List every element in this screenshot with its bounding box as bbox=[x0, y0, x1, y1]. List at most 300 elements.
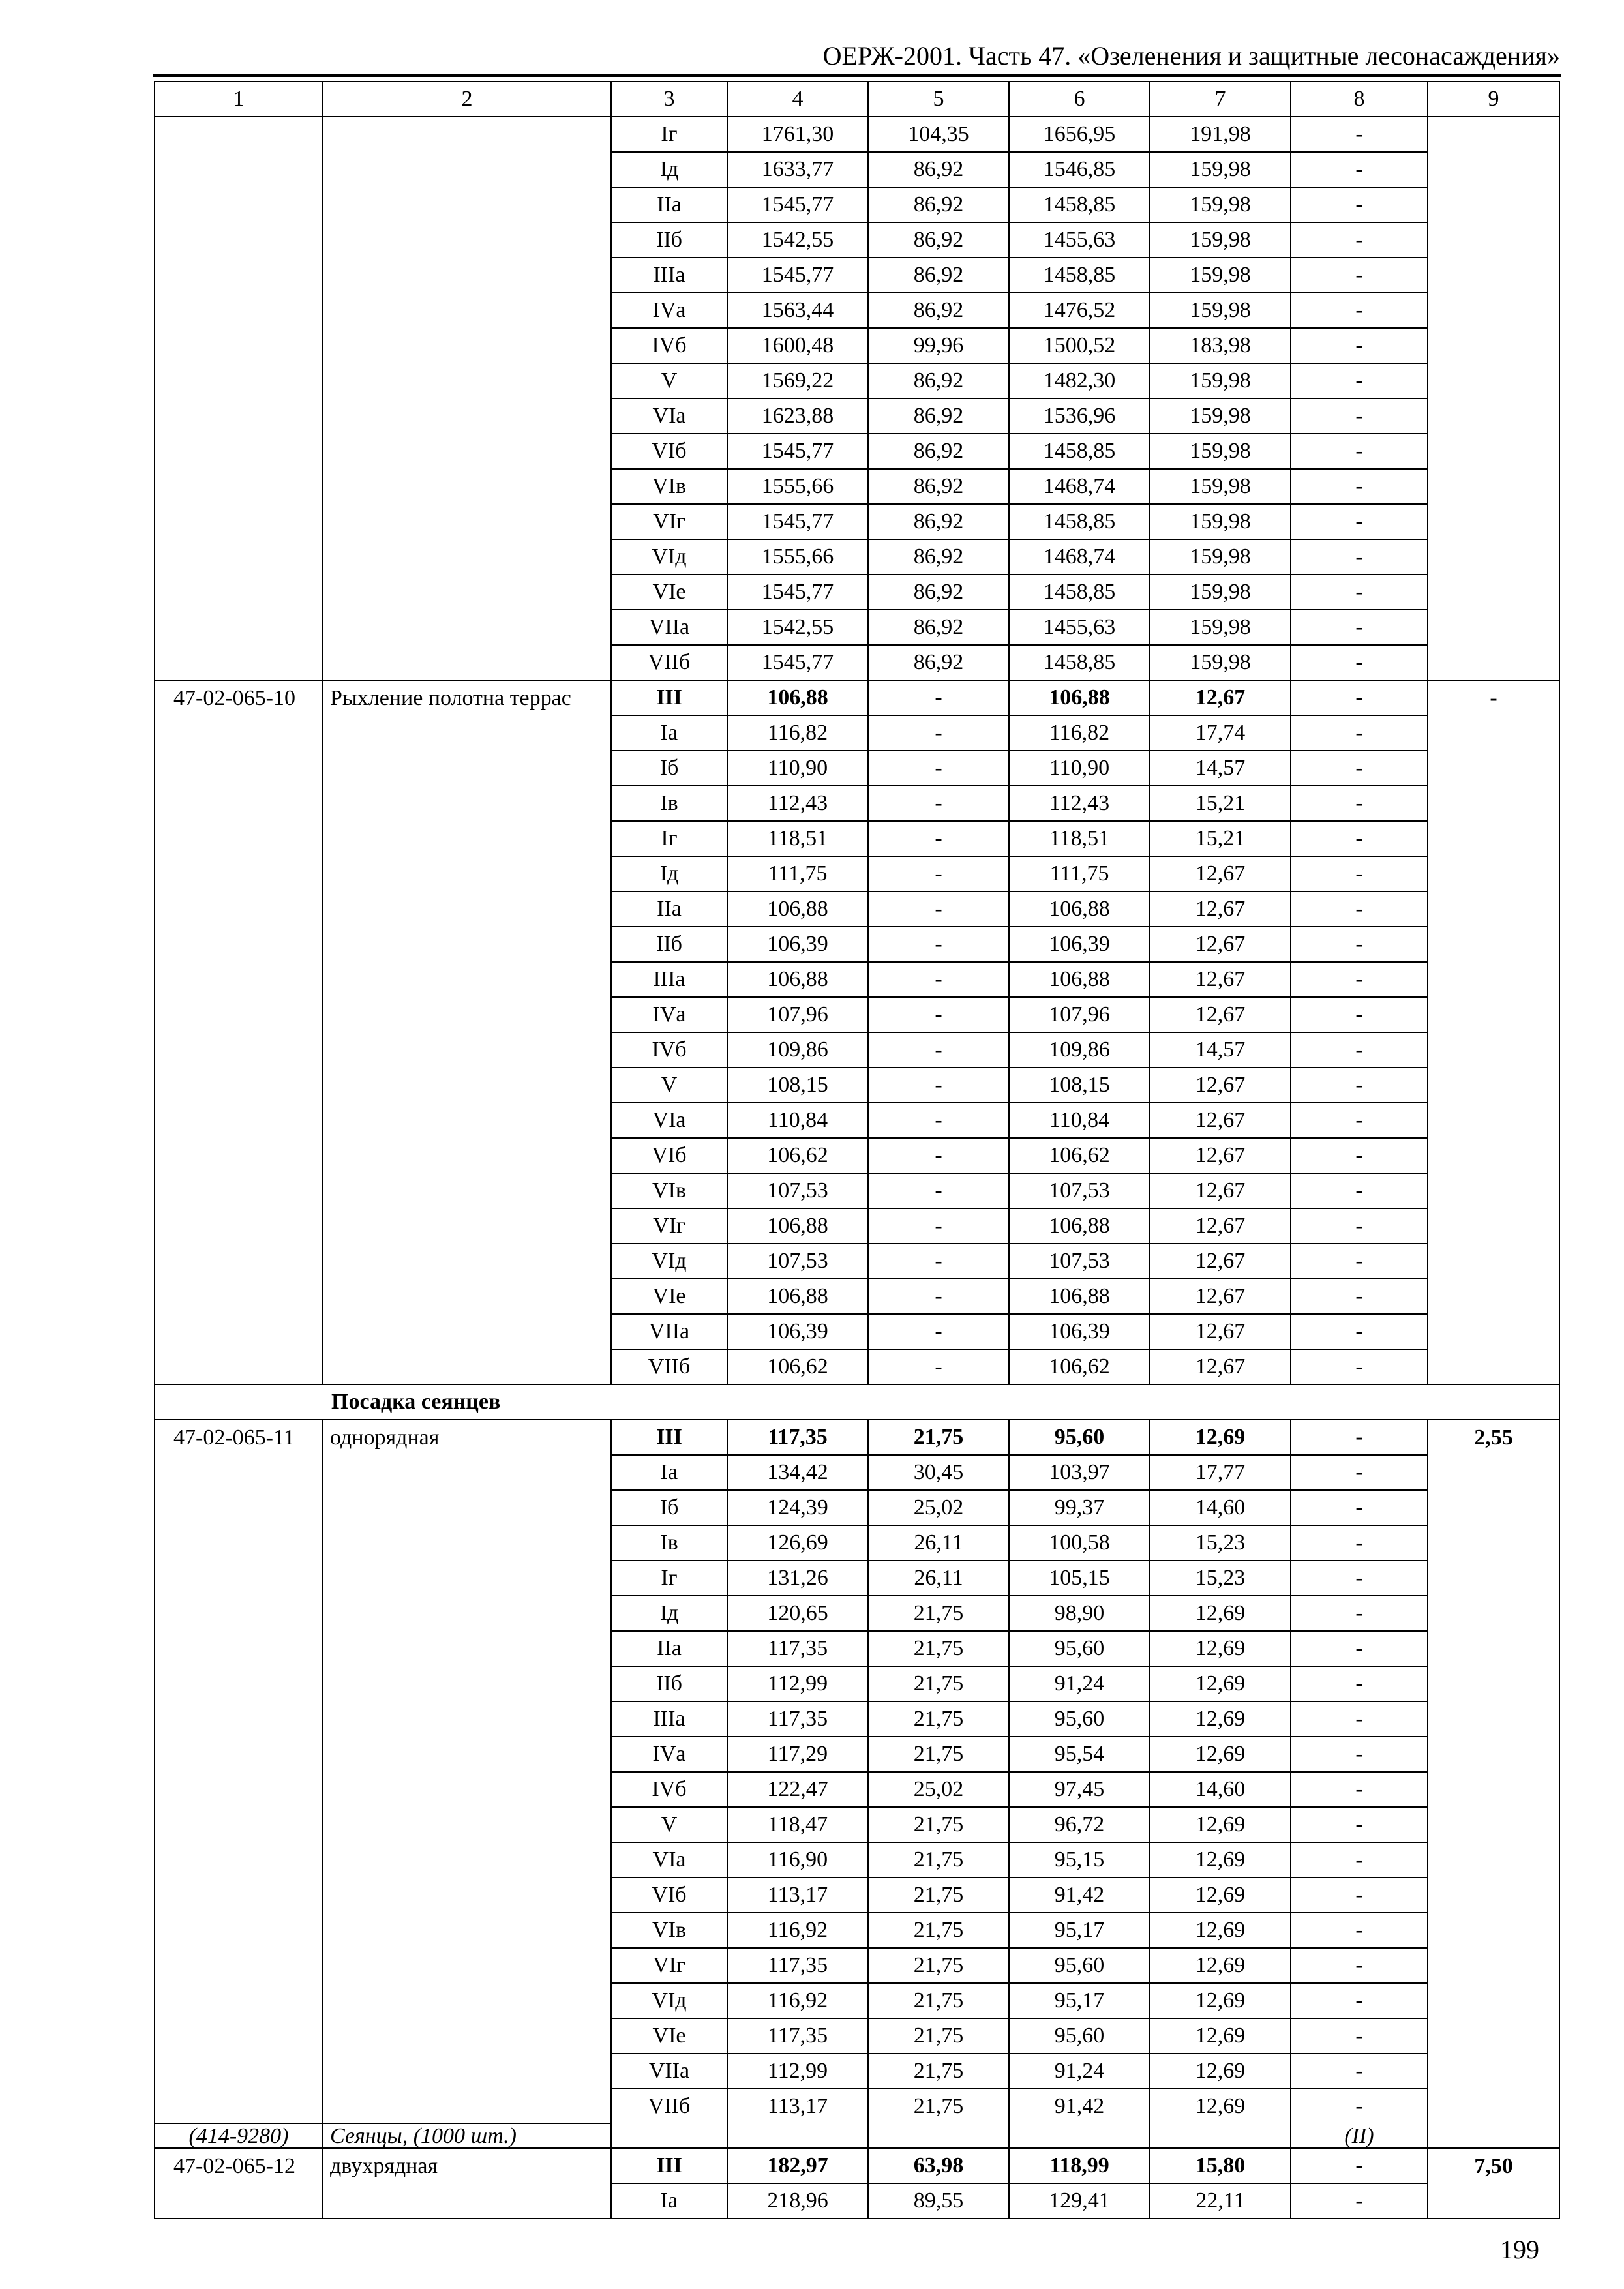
column-number: 3 bbox=[611, 82, 727, 117]
cost-total-cell: 1545,77 bbox=[727, 434, 868, 469]
item-code: 47-02-065-12 bbox=[155, 2148, 323, 2219]
section-row bbox=[155, 1384, 1559, 1420]
machines-cell: 96,72 bbox=[1009, 1807, 1150, 1842]
cost-total-cell: 1555,66 bbox=[727, 469, 868, 504]
cost-total-cell: 1569,22 bbox=[727, 363, 868, 398]
empty-cell bbox=[611, 2123, 727, 2148]
labor-pay-cell: 21,75 bbox=[868, 1420, 1009, 1455]
driver-pay-cell: 17,77 bbox=[1150, 1455, 1291, 1490]
cost-total-cell: 131,26 bbox=[727, 1561, 868, 1596]
materials-cell: - bbox=[1291, 715, 1428, 751]
column-number: 6 bbox=[1009, 82, 1150, 117]
driver-pay-cell: 12,69 bbox=[1150, 1878, 1291, 1913]
zone-cell: Iб bbox=[611, 751, 727, 786]
materials-cell: - bbox=[1291, 2089, 1428, 2123]
zone-cell: VIе bbox=[611, 1279, 727, 1314]
materials-cell: - bbox=[1291, 398, 1428, 434]
cost-total-cell: 112,99 bbox=[727, 2054, 868, 2089]
cost-total-cell: 1542,55 bbox=[727, 222, 868, 258]
materials-cell: - bbox=[1291, 469, 1428, 504]
labor-pay-cell: 30,45 bbox=[868, 1455, 1009, 1490]
machines-cell: 1468,74 bbox=[1009, 539, 1150, 575]
materials-cell: - bbox=[1291, 2054, 1428, 2089]
driver-pay-cell: 12,67 bbox=[1150, 997, 1291, 1032]
table-row-main bbox=[155, 1420, 1559, 1455]
driver-pay-cell: 12,69 bbox=[1150, 2054, 1291, 2089]
driver-pay-cell: 191,98 bbox=[1150, 117, 1291, 152]
cost-total-cell: 1545,77 bbox=[727, 575, 868, 610]
machines-cell: 1536,96 bbox=[1009, 398, 1150, 434]
zone-cell: Iв bbox=[611, 786, 727, 821]
cost-total-cell: 1623,88 bbox=[727, 398, 868, 434]
machines-cell: 103,97 bbox=[1009, 1455, 1150, 1490]
labor-pay-cell: 86,92 bbox=[868, 293, 1009, 328]
labor-pay-cell: 21,75 bbox=[868, 1807, 1009, 1842]
labor-pay-cell: - bbox=[868, 1032, 1009, 1068]
cost-total-cell: 106,88 bbox=[727, 891, 868, 927]
materials-cell: - bbox=[1291, 2148, 1428, 2183]
item-name: двухрядная bbox=[323, 2148, 611, 2219]
driver-pay-cell: 15,80 bbox=[1150, 2148, 1291, 2183]
machines-cell: 106,88 bbox=[1009, 680, 1150, 715]
table-row bbox=[155, 117, 1559, 152]
driver-pay-cell: 12,69 bbox=[1150, 1842, 1291, 1878]
machines-cell: 110,84 bbox=[1009, 1103, 1150, 1138]
materials-cell: - bbox=[1291, 258, 1428, 293]
zone-cell: Iг bbox=[611, 117, 727, 152]
driver-pay-cell: 159,98 bbox=[1150, 398, 1291, 434]
driver-pay-cell: 12,67 bbox=[1150, 927, 1291, 962]
driver-pay-cell: 12,67 bbox=[1150, 1173, 1291, 1208]
machines-cell: 1458,85 bbox=[1009, 645, 1150, 680]
materials-cell: - bbox=[1291, 504, 1428, 539]
cost-total-cell: 1555,66 bbox=[727, 539, 868, 575]
cost-total-cell: 1633,77 bbox=[727, 152, 868, 187]
zone-cell: VIа bbox=[611, 1842, 727, 1878]
labor-pay-cell: 21,75 bbox=[868, 1842, 1009, 1878]
cost-total-cell: 1542,55 bbox=[727, 610, 868, 645]
zone-cell: IIIа bbox=[611, 258, 727, 293]
machines-cell: 129,41 bbox=[1009, 2183, 1150, 2219]
zone-cell: IVа bbox=[611, 293, 727, 328]
driver-pay-cell: 14,57 bbox=[1150, 1032, 1291, 1068]
labor-pay-cell: 63,98 bbox=[868, 2148, 1009, 2183]
machines-cell: 1455,63 bbox=[1009, 610, 1150, 645]
zone-cell: IIб bbox=[611, 222, 727, 258]
machines-cell: 106,39 bbox=[1009, 927, 1150, 962]
labor-pay-cell: - bbox=[868, 1138, 1009, 1173]
labor-pay-cell: 86,92 bbox=[868, 575, 1009, 610]
empty-cell bbox=[868, 2123, 1009, 2148]
page-header: ОЕРЖ-2001. Часть 47. «Озеленения и защитные лесонасаждения» bbox=[822, 41, 1560, 70]
driver-pay-cell: 183,98 bbox=[1150, 328, 1291, 363]
driver-pay-cell: 12,67 bbox=[1150, 856, 1291, 891]
machines-cell: 105,15 bbox=[1009, 1561, 1150, 1596]
labor-pay-cell: 86,92 bbox=[868, 504, 1009, 539]
driver-pay-cell: 12,69 bbox=[1150, 1420, 1291, 1455]
materials-cell: - bbox=[1291, 997, 1428, 1032]
column-number: 4 bbox=[727, 82, 868, 117]
driver-pay-cell: 12,69 bbox=[1150, 1631, 1291, 1666]
driver-pay-cell: 159,98 bbox=[1150, 152, 1291, 187]
machines-cell: 1458,85 bbox=[1009, 504, 1150, 539]
materials-cell: - bbox=[1291, 2183, 1428, 2219]
zone-cell: VIд bbox=[611, 1244, 727, 1279]
driver-pay-cell: 12,67 bbox=[1150, 962, 1291, 997]
machines-cell: 95,60 bbox=[1009, 2018, 1150, 2054]
cost-total-cell: 118,51 bbox=[727, 821, 868, 856]
driver-pay-cell: 15,23 bbox=[1150, 1525, 1291, 1561]
machines-cell: 95,17 bbox=[1009, 1983, 1150, 2018]
machines-cell: 1468,74 bbox=[1009, 469, 1150, 504]
materials-cell: - bbox=[1291, 1173, 1428, 1208]
machines-cell: 111,75 bbox=[1009, 856, 1150, 891]
cost-total-cell: 182,97 bbox=[727, 2148, 868, 2183]
column-number: 7 bbox=[1150, 82, 1291, 117]
materials-cell: - bbox=[1291, 117, 1428, 152]
driver-pay-cell: 12,67 bbox=[1150, 1349, 1291, 1384]
materials-cell: - bbox=[1291, 1913, 1428, 1948]
labor-pay-cell: 86,92 bbox=[868, 222, 1009, 258]
cost-total-cell: 1600,48 bbox=[727, 328, 868, 363]
machines-cell: 95,60 bbox=[1009, 1420, 1150, 1455]
code-cell bbox=[155, 117, 323, 680]
driver-pay-cell: 159,98 bbox=[1150, 645, 1291, 680]
materials-cell: - bbox=[1291, 1666, 1428, 1701]
zone-cell: VIб bbox=[611, 1878, 727, 1913]
labor-pay-cell: - bbox=[868, 891, 1009, 927]
driver-pay-cell: 12,69 bbox=[1150, 2018, 1291, 2054]
machines-cell: 1458,85 bbox=[1009, 575, 1150, 610]
machines-cell: 1656,95 bbox=[1009, 117, 1150, 152]
driver-pay-cell: 159,98 bbox=[1150, 222, 1291, 258]
zone-cell: IIа bbox=[611, 891, 727, 927]
cost-total-cell: 106,39 bbox=[727, 927, 868, 962]
zone-cell: IIа bbox=[611, 1631, 727, 1666]
cost-total-cell: 124,39 bbox=[727, 1490, 868, 1525]
labor-pay-cell: 21,75 bbox=[868, 1631, 1009, 1666]
item-code: 47-02-065-10 bbox=[155, 680, 323, 1384]
labor-pay-cell: - bbox=[868, 1279, 1009, 1314]
labor-pay-cell: - bbox=[868, 1208, 1009, 1244]
driver-pay-cell: 12,69 bbox=[1150, 1701, 1291, 1737]
labor-pay-cell: 21,75 bbox=[868, 2054, 1009, 2089]
labor-pay-cell: 21,75 bbox=[868, 1948, 1009, 1983]
materials-cell: - bbox=[1291, 1983, 1428, 2018]
header-rule bbox=[153, 74, 1561, 77]
zone-cell: III bbox=[611, 2148, 727, 2183]
zone-cell: VIв bbox=[611, 1173, 727, 1208]
zone-cell: Iд bbox=[611, 1596, 727, 1631]
zone-cell: IIа bbox=[611, 187, 727, 222]
labor-pay-cell: - bbox=[868, 1103, 1009, 1138]
driver-pay-cell: 159,98 bbox=[1150, 539, 1291, 575]
machines-cell: 1458,85 bbox=[1009, 258, 1150, 293]
zone-cell: VIг bbox=[611, 1208, 727, 1244]
column-number: 1 bbox=[155, 82, 323, 117]
machines-cell: 95,60 bbox=[1009, 1631, 1150, 1666]
materials-cell: - bbox=[1291, 1842, 1428, 1878]
column-number-row bbox=[155, 82, 1559, 117]
machines-cell: 106,88 bbox=[1009, 1279, 1150, 1314]
empty-cell bbox=[1009, 2123, 1150, 2148]
materials-cell: - bbox=[1291, 152, 1428, 187]
machines-cell: 98,90 bbox=[1009, 1596, 1150, 1631]
zone-cell: Iа bbox=[611, 715, 727, 751]
materials-cell: - bbox=[1291, 1420, 1428, 1455]
materials-cell: - bbox=[1291, 1701, 1428, 1737]
materials-cell: - bbox=[1291, 1772, 1428, 1807]
cost-total-cell: 106,39 bbox=[727, 1314, 868, 1349]
machines-cell: 109,86 bbox=[1009, 1032, 1150, 1068]
cost-total-cell: 1545,77 bbox=[727, 504, 868, 539]
machines-cell: 97,45 bbox=[1009, 1772, 1150, 1807]
empty-cell bbox=[727, 2123, 868, 2148]
zone-cell: Iг bbox=[611, 1561, 727, 1596]
materials-cell: - bbox=[1291, 2018, 1428, 2054]
name-cell bbox=[323, 117, 611, 680]
zone-cell: V bbox=[611, 363, 727, 398]
rates-table bbox=[154, 81, 1560, 2219]
machines-cell: 91,24 bbox=[1009, 2054, 1150, 2089]
driver-pay-cell: 12,67 bbox=[1150, 1068, 1291, 1103]
zone-cell: V bbox=[611, 1807, 727, 1842]
materials-cell: - bbox=[1291, 610, 1428, 645]
cost-total-cell: 113,17 bbox=[727, 1878, 868, 1913]
labor-pay-cell: 25,02 bbox=[868, 1772, 1009, 1807]
machines-cell: 106,88 bbox=[1009, 891, 1150, 927]
driver-pay-cell: 12,69 bbox=[1150, 1807, 1291, 1842]
zone-cell: Iв bbox=[611, 1525, 727, 1561]
driver-pay-cell: 14,60 bbox=[1150, 1490, 1291, 1525]
labor-pay-cell: 21,75 bbox=[868, 2089, 1009, 2123]
driver-pay-cell: 159,98 bbox=[1150, 504, 1291, 539]
item-name: Рыхление полотна террас bbox=[323, 680, 611, 1384]
resource-row bbox=[155, 2123, 1559, 2148]
materials-cell: - bbox=[1291, 1279, 1428, 1314]
driver-pay-cell: 12,67 bbox=[1150, 891, 1291, 927]
cost-total-cell: 117,35 bbox=[727, 1420, 868, 1455]
driver-pay-cell: 14,57 bbox=[1150, 751, 1291, 786]
zone-cell: IIб bbox=[611, 1666, 727, 1701]
driver-pay-cell: 159,98 bbox=[1150, 363, 1291, 398]
cost-total-cell: 117,35 bbox=[727, 2018, 868, 2054]
labor-pay-cell: 21,75 bbox=[868, 2018, 1009, 2054]
labor-hours-cell: 7,50 bbox=[1428, 2148, 1559, 2219]
labor-pay-cell: 21,75 bbox=[868, 1983, 1009, 2018]
cost-total-cell: 106,88 bbox=[727, 680, 868, 715]
cost-total-cell: 109,86 bbox=[727, 1032, 868, 1068]
cost-total-cell: 1545,77 bbox=[727, 258, 868, 293]
machines-cell: 1476,52 bbox=[1009, 293, 1150, 328]
driver-pay-cell: 12,69 bbox=[1150, 1737, 1291, 1772]
materials-cell: - bbox=[1291, 1737, 1428, 1772]
zone-cell: VIIб bbox=[611, 2089, 727, 2123]
labor-pay-cell: 21,75 bbox=[868, 1878, 1009, 1913]
machines-cell: 1500,52 bbox=[1009, 328, 1150, 363]
driver-pay-cell: 159,98 bbox=[1150, 434, 1291, 469]
cost-total-cell: 134,42 bbox=[727, 1455, 868, 1490]
machines-cell: 1458,85 bbox=[1009, 434, 1150, 469]
driver-pay-cell: 159,98 bbox=[1150, 187, 1291, 222]
materials-cell: - bbox=[1291, 927, 1428, 962]
machines-cell: 100,58 bbox=[1009, 1525, 1150, 1561]
labor-pay-cell: - bbox=[868, 715, 1009, 751]
driver-pay-cell: 12,69 bbox=[1150, 1983, 1291, 2018]
labor-pay-cell: 26,11 bbox=[868, 1561, 1009, 1596]
cost-total-cell: 110,90 bbox=[727, 751, 868, 786]
materials-cell: - bbox=[1291, 1349, 1428, 1384]
labor-pay-cell: - bbox=[868, 997, 1009, 1032]
zone-cell: Iд bbox=[611, 152, 727, 187]
labor-hours-cell bbox=[1428, 117, 1559, 680]
labor-pay-cell: 89,55 bbox=[868, 2183, 1009, 2219]
cost-total-cell: 117,35 bbox=[727, 1631, 868, 1666]
zone-cell: VIд bbox=[611, 1983, 727, 2018]
materials-cell: - bbox=[1291, 1490, 1428, 1525]
materials-cell: - bbox=[1291, 821, 1428, 856]
cost-total-cell: 107,53 bbox=[727, 1173, 868, 1208]
driver-pay-cell: 159,98 bbox=[1150, 469, 1291, 504]
materials-cell: - bbox=[1291, 962, 1428, 997]
labor-pay-cell: - bbox=[868, 1314, 1009, 1349]
column-number: 8 bbox=[1291, 82, 1428, 117]
labor-pay-cell: 86,92 bbox=[868, 539, 1009, 575]
machines-cell: 118,99 bbox=[1009, 2148, 1150, 2183]
machines-cell: 91,42 bbox=[1009, 1878, 1150, 1913]
cost-total-cell: 106,62 bbox=[727, 1138, 868, 1173]
materials-cell: - bbox=[1291, 363, 1428, 398]
labor-hours-cell: 2,55 bbox=[1428, 1420, 1559, 2148]
driver-pay-cell: 12,69 bbox=[1150, 1596, 1291, 1631]
cost-total-cell: 126,69 bbox=[727, 1525, 868, 1561]
labor-pay-cell: 86,92 bbox=[868, 152, 1009, 187]
cost-total-cell: 120,65 bbox=[727, 1596, 868, 1631]
machines-cell: 95,17 bbox=[1009, 1913, 1150, 1948]
materials-cell: - bbox=[1291, 680, 1428, 715]
cost-total-cell: 106,62 bbox=[727, 1349, 868, 1384]
zone-cell: Iа bbox=[611, 2183, 727, 2219]
driver-pay-cell: 22,11 bbox=[1150, 2183, 1291, 2219]
materials-cell: - bbox=[1291, 1138, 1428, 1173]
driver-pay-cell: 17,74 bbox=[1150, 715, 1291, 751]
table-row-main bbox=[155, 2148, 1559, 2183]
driver-pay-cell: 12,69 bbox=[1150, 2089, 1291, 2123]
driver-pay-cell: 12,69 bbox=[1150, 1948, 1291, 1983]
materials-cell: - bbox=[1291, 1208, 1428, 1244]
labor-pay-cell: - bbox=[868, 856, 1009, 891]
driver-pay-cell: 12,67 bbox=[1150, 1314, 1291, 1349]
labor-pay-cell: 21,75 bbox=[868, 1701, 1009, 1737]
labor-pay-cell: - bbox=[868, 1349, 1009, 1384]
machines-cell: 95,60 bbox=[1009, 1948, 1150, 1983]
materials-cell: - bbox=[1291, 1561, 1428, 1596]
materials-cell: - bbox=[1291, 1032, 1428, 1068]
driver-pay-cell: 12,69 bbox=[1150, 1913, 1291, 1948]
labor-pay-cell: - bbox=[868, 927, 1009, 962]
materials-cell: - bbox=[1291, 751, 1428, 786]
labor-pay-cell: 21,75 bbox=[868, 1666, 1009, 1701]
labor-pay-cell: 21,75 bbox=[868, 1913, 1009, 1948]
materials-cell: - bbox=[1291, 1525, 1428, 1561]
materials-cell: - bbox=[1291, 1631, 1428, 1666]
item-name: однорядная bbox=[323, 1420, 611, 2123]
resource-unit-group: (II) bbox=[1291, 2123, 1428, 2148]
zone-cell: IIIа bbox=[611, 1701, 727, 1737]
resource-name: Сеянцы, (1000 шт.) bbox=[323, 2123, 611, 2148]
zone-cell: VIг bbox=[611, 504, 727, 539]
driver-pay-cell: 12,67 bbox=[1150, 1138, 1291, 1173]
materials-cell: - bbox=[1291, 222, 1428, 258]
zone-cell: IVа bbox=[611, 1737, 727, 1772]
labor-pay-cell: - bbox=[868, 1173, 1009, 1208]
materials-cell: - bbox=[1291, 1068, 1428, 1103]
driver-pay-cell: 12,67 bbox=[1150, 1244, 1291, 1279]
cost-total-cell: 106,88 bbox=[727, 1279, 868, 1314]
zone-cell: IVб bbox=[611, 328, 727, 363]
driver-pay-cell: 15,21 bbox=[1150, 821, 1291, 856]
cost-total-cell: 1545,77 bbox=[727, 187, 868, 222]
cost-total-cell: 106,88 bbox=[727, 962, 868, 997]
driver-pay-cell: 14,60 bbox=[1150, 1772, 1291, 1807]
zone-cell: VIв bbox=[611, 1913, 727, 1948]
driver-pay-cell: 12,67 bbox=[1150, 1103, 1291, 1138]
labor-pay-cell: 86,92 bbox=[868, 187, 1009, 222]
zone-cell: III bbox=[611, 680, 727, 715]
zone-cell: VIг bbox=[611, 1948, 727, 1983]
cost-total-cell: 117,35 bbox=[727, 1701, 868, 1737]
machines-cell: 106,88 bbox=[1009, 1208, 1150, 1244]
zone-cell: VIд bbox=[611, 539, 727, 575]
cost-total-cell: 1545,77 bbox=[727, 645, 868, 680]
materials-cell: - bbox=[1291, 1596, 1428, 1631]
labor-pay-cell: 21,75 bbox=[868, 1596, 1009, 1631]
cost-total-cell: 112,43 bbox=[727, 786, 868, 821]
machines-cell: 106,62 bbox=[1009, 1349, 1150, 1384]
zone-cell: IVб bbox=[611, 1032, 727, 1068]
materials-cell: - bbox=[1291, 1314, 1428, 1349]
materials-cell: - bbox=[1291, 539, 1428, 575]
zone-cell: VIа bbox=[611, 398, 727, 434]
labor-pay-cell: - bbox=[868, 1068, 1009, 1103]
cost-total-cell: 117,35 bbox=[727, 1948, 868, 1983]
cost-total-cell: 1563,44 bbox=[727, 293, 868, 328]
page-number: 199 bbox=[1500, 2235, 1539, 2264]
machines-cell: 1455,63 bbox=[1009, 222, 1150, 258]
labor-pay-cell: - bbox=[868, 1244, 1009, 1279]
driver-pay-cell: 159,98 bbox=[1150, 575, 1291, 610]
zone-cell: VIв bbox=[611, 469, 727, 504]
machines-cell: 107,53 bbox=[1009, 1244, 1150, 1279]
driver-pay-cell: 12,67 bbox=[1150, 1208, 1291, 1244]
labor-pay-cell: 21,75 bbox=[868, 1737, 1009, 1772]
zone-cell: IVб bbox=[611, 1772, 727, 1807]
driver-pay-cell: 12,67 bbox=[1150, 1279, 1291, 1314]
labor-pay-cell: 86,92 bbox=[868, 469, 1009, 504]
machines-cell: 112,43 bbox=[1009, 786, 1150, 821]
labor-pay-cell: - bbox=[868, 786, 1009, 821]
labor-pay-cell: 99,96 bbox=[868, 328, 1009, 363]
materials-cell: - bbox=[1291, 1807, 1428, 1842]
zone-cell: IIIа bbox=[611, 962, 727, 997]
zone-cell: IVа bbox=[611, 997, 727, 1032]
materials-cell: - bbox=[1291, 293, 1428, 328]
cost-total-cell: 110,84 bbox=[727, 1103, 868, 1138]
cost-total-cell: 116,92 bbox=[727, 1913, 868, 1948]
materials-cell: - bbox=[1291, 1244, 1428, 1279]
machines-cell: 107,96 bbox=[1009, 997, 1150, 1032]
column-number: 2 bbox=[323, 82, 611, 117]
